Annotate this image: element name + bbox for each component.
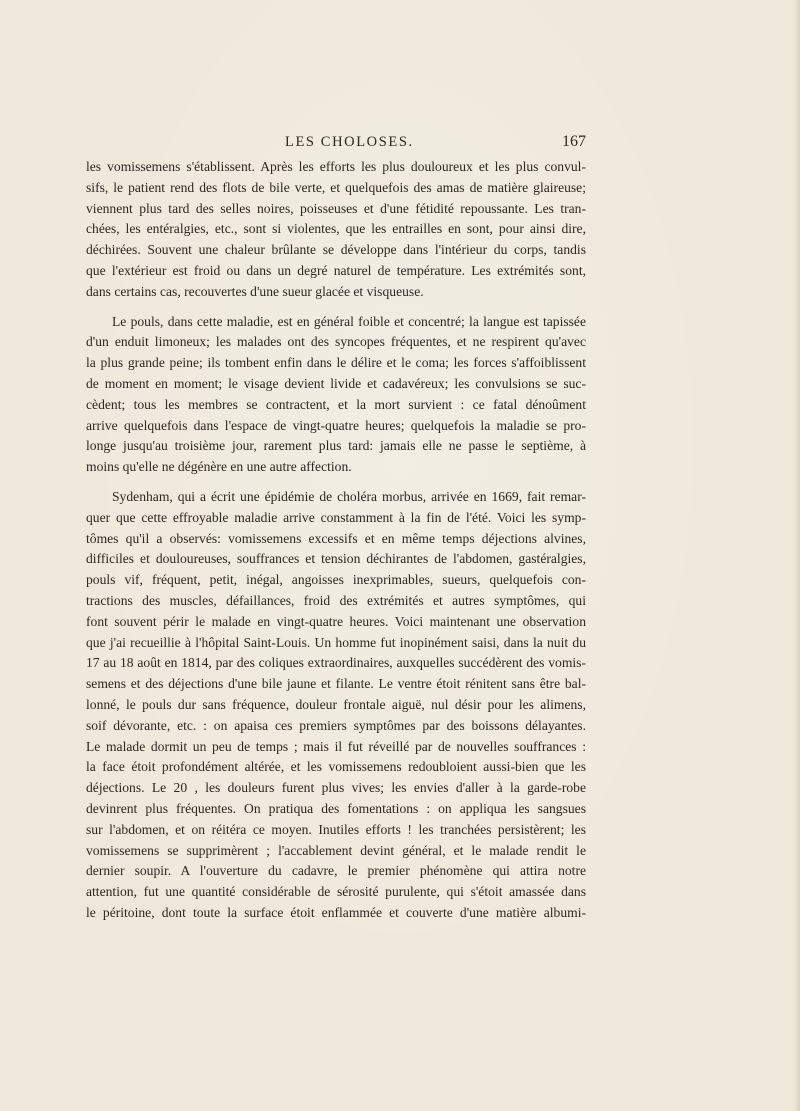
page-edge-shadow bbox=[794, 0, 800, 1111]
text-line: déchirées. Souvent une chaleur brûlante se développe dans l'intérieur du corps, tandis bbox=[86, 242, 586, 258]
text-line: les vomissemens s'établissent. Après les efforts les plus douloureux et les plus convul- bbox=[86, 159, 586, 174]
text-line: d'un enduit limoneux; les malades ont des syncopes fréquentes, et ne respirent qu'avec bbox=[86, 334, 586, 350]
text-line: sur l'abdomen, et on réitéra ce moyen. Inutiles efforts ! les tranchées persistèrent; les bbox=[86, 821, 586, 837]
text-line: Sydenham, qui a écrit une épidémie de choléra morbus, arrivée en 1669, fait remar- bbox=[112, 488, 586, 504]
text-line: longe jusqu'au troisième jour, rarement plus tard: jamais elle ne passe le septième, à bbox=[86, 438, 586, 454]
text-line: la plus grande peine; ils tombent enfin dans le délire et le coma; les forces s'affoiblissent bbox=[86, 355, 586, 371]
text-line: déjections. Le 20 , les douleurs furent plus vives; les envies d'aller à la garde-robe bbox=[86, 780, 586, 796]
text-line: sifs, le patient rend des flots de bile verte, et quelquefois des amas de matière glaireuse; bbox=[86, 179, 586, 195]
page-number: 167 bbox=[562, 133, 586, 150]
text-line: le péritoine, dont toute la surface étoit enflammée et couverte d'une matière albumi- bbox=[86, 904, 586, 920]
paragraph bbox=[86, 487, 586, 924]
text-line: Le malade dormit un peu de temps ; mais il fut réveillé par de nouvelles souffrances : bbox=[86, 738, 586, 754]
text-line: viennent plus tard des selles noires, poisseuses et d'une fétidité repoussante. Les tran- bbox=[86, 200, 586, 216]
text-line: arrive quelquefois dans l'espace de vingt-quatre heures; quelquefois la maladie se pro- bbox=[86, 417, 586, 433]
running-head bbox=[110, 134, 586, 156]
paragraph bbox=[86, 312, 586, 478]
text-line: 17 au 18 août en 1814, par des coliques extraordinaires, auxquelles succédèrent des vomis- bbox=[86, 655, 586, 671]
running-title: LES CHOLOSES. bbox=[285, 134, 414, 150]
text-line: que j'ai recueillie à l'hôpital Saint-Louis. Un homme fut inopinément saisi, dans la nuit du bbox=[86, 634, 586, 650]
paragraph bbox=[86, 157, 586, 303]
body-text bbox=[86, 157, 586, 924]
text-line: dans certains cas, recouvertes d'une sueur glacée et visqueuse. bbox=[86, 283, 424, 299]
text-line: quer que cette effroyable maladie arrive constamment à la fin de l'été. Voici les symp- bbox=[86, 509, 586, 525]
text-line: soif dévorante, etc. : on apaisa ces premiers symptômes par des boissons délayantes. bbox=[86, 717, 586, 733]
text-line: difficiles et douloureuses, souffrances et tension déchirantes de l'abdomen, gastéralgies, bbox=[86, 551, 586, 567]
text-line: la face étoit profondément altérée, et les vomissemens redoubloient aussi-bien que les bbox=[86, 759, 586, 775]
text-line: lonné, le pouls dur sans fréquence, douleur frontale aiguë, nul désir pour les alimens, bbox=[86, 696, 586, 712]
text-line: que l'extérieur est froid ou dans un degré naturel de température. Les extrémités sont, bbox=[86, 262, 586, 278]
text-line: attention, fut une quantité considérable de sérosité purulente, qui s'étoit amassée dans bbox=[86, 884, 586, 900]
text-line: chées, les entéralgies, etc., sont si violentes, que les entrailles en sont, pour ainsi dire, bbox=[86, 221, 586, 237]
text-line: dernier soupir. A l'ouverture du cadavre, le premier phénomène qui attira notre bbox=[86, 863, 586, 879]
text-line: vomissemens se supprimèrent ; l'accablement devint général, et le malade rendit le bbox=[86, 842, 586, 858]
text-line: cèdent; tous les membres se contractent, et la mort survient : ce fatal dénoûment bbox=[86, 396, 586, 412]
text-line: moins qu'elle ne dégénère en une autre affection. bbox=[86, 459, 352, 475]
text-line: de moment en moment; le visage devient livide et cadavéreux; les convulsions se suc- bbox=[86, 375, 586, 391]
text-line: pouls vif, fréquent, petit, inégal, angoisses inexprimables, sueurs, quelquefois con- bbox=[86, 572, 586, 588]
text-line: semens et des déjections d'une bile jaune et filante. Le ventre étoit rénitent sans être bal- bbox=[86, 676, 586, 692]
text-line: tractions des muscles, défaillances, froid des extrémités et autres symptômes, qui bbox=[86, 592, 586, 608]
text-line: tômes qu'il a observés: vomissemens excessifs et en même temps déjections alvines, bbox=[86, 530, 586, 546]
text-line: font souvent périr le malade en vingt-quatre heures. Voici maintenant une observation bbox=[86, 613, 586, 629]
text-line: devinrent plus fréquentes. On pratiqua des fomentations : on appliqua les sangsues bbox=[86, 800, 586, 816]
text-line: Le pouls, dans cette maladie, est en général foible et concentré; la langue est tapissée bbox=[112, 313, 586, 329]
